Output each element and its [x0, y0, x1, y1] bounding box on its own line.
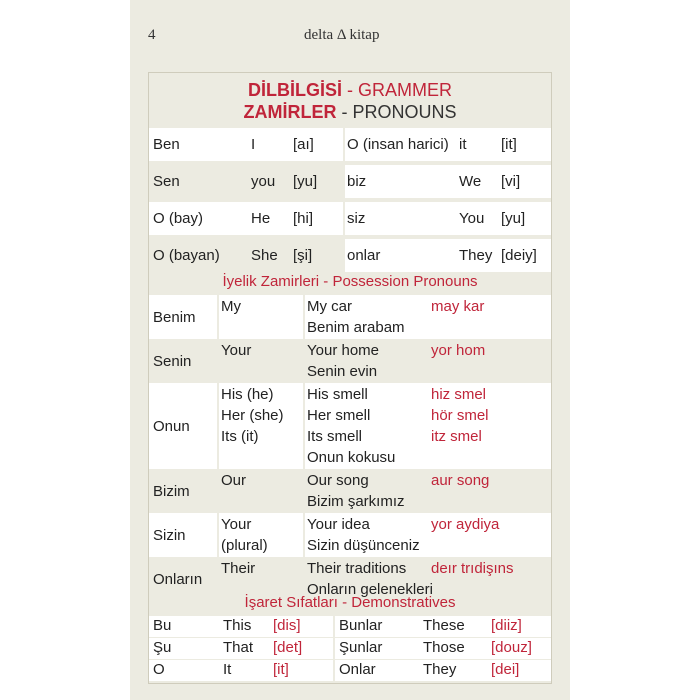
- possession-en-line: Your: [221, 342, 252, 359]
- pronoun-pron: [hi]: [293, 210, 314, 227]
- demonstrative-row: [149, 659, 551, 681]
- example-pronunciation: aur song: [431, 472, 490, 489]
- pronoun-en: you: [251, 173, 276, 190]
- example-text: Onların gelenekleri: [307, 581, 433, 598]
- example-line: [307, 340, 551, 361]
- pronoun-en: I: [251, 136, 256, 153]
- pronoun-tr2: biz: [347, 173, 367, 190]
- example-pronunciation: yor aydiya: [431, 516, 500, 533]
- possession-row: [149, 513, 551, 557]
- demonstrative-tr2: Onlar: [339, 661, 376, 678]
- book-page: [130, 0, 570, 700]
- pronoun-cell-right: [345, 239, 551, 272]
- demonstratives-table: [149, 615, 551, 681]
- possession-examples: [305, 383, 551, 469]
- example-line: [307, 535, 551, 556]
- demonstrative-pron2: [douz]: [491, 639, 532, 656]
- example-line: [307, 361, 551, 382]
- example-line: [307, 384, 551, 405]
- pronoun-row: [149, 125, 551, 162]
- pronoun-pron2: [it]: [501, 136, 517, 153]
- possession-en: [219, 383, 303, 469]
- pronoun-cell-left: [149, 165, 343, 198]
- example-line: [307, 317, 551, 338]
- demonstrative-pron: [dis]: [273, 617, 301, 634]
- pronoun-tr2: O (insan harici): [347, 136, 449, 153]
- possession-row: [149, 383, 551, 469]
- demonstrative-cell-left: [149, 660, 333, 681]
- pronoun-tr: O (bay): [153, 210, 204, 227]
- example-text: Bizim şarkımız: [307, 493, 405, 510]
- pronoun-pron2: [vi]: [501, 173, 521, 190]
- demonstratives-title: İşaret Sıfatları - Demonstratives: [244, 594, 456, 611]
- title-line1-en: GRAMMER: [358, 80, 452, 100]
- pronoun-pron: [yu]: [293, 173, 318, 190]
- possession-examples: [305, 469, 551, 513]
- example-text: Senin evin: [307, 363, 378, 380]
- example-text: My car: [307, 298, 352, 315]
- example-text: Its smell: [307, 428, 363, 445]
- possession-tr: Sizin: [149, 513, 217, 557]
- example-text: Her smell: [307, 407, 371, 424]
- possession-examples: [305, 513, 551, 557]
- possession-row: [149, 469, 551, 513]
- page-header: [130, 24, 570, 48]
- example-text: Their traditions: [307, 560, 407, 577]
- example-pronunciation: hiz smel: [431, 386, 487, 403]
- title-line1-tr: DİLBİLGİSİ: [248, 80, 342, 100]
- possession-tr: Bizim: [149, 469, 217, 513]
- example-line: [307, 405, 551, 426]
- demonstrative-en2: Those: [423, 639, 465, 656]
- pronoun-en2: They: [459, 247, 493, 264]
- example-line: [307, 426, 551, 447]
- pronoun-pron2: [deiy]: [501, 247, 537, 264]
- pronoun-tr2: siz: [347, 210, 366, 227]
- possession-en: [219, 295, 303, 339]
- possession-en-line: Their: [221, 560, 256, 577]
- possession-en-line: My: [221, 298, 241, 315]
- example-text: Your idea: [307, 516, 370, 533]
- pronoun-cell-right: [345, 128, 551, 161]
- example-line: [307, 470, 551, 491]
- possession-tr: Onların: [149, 557, 217, 601]
- possession-row: [149, 339, 551, 383]
- example-text: Benim arabam: [307, 319, 405, 336]
- grammar-card: [148, 72, 552, 684]
- possession-en: [219, 339, 303, 383]
- example-text: Your home: [307, 342, 379, 359]
- demonstrative-pron2: [dei]: [491, 661, 520, 678]
- pronoun-cell-left: [149, 239, 343, 272]
- example-pronunciation: hör smel: [431, 407, 489, 424]
- page-number: 4: [148, 27, 156, 43]
- example-pronunciation: itz smel: [431, 428, 482, 445]
- demonstrative-tr: O: [153, 661, 165, 678]
- pronoun-en: He: [251, 210, 271, 227]
- demonstrative-en: It: [223, 661, 232, 678]
- example-pronunciation: yor hom: [431, 342, 486, 359]
- demonstrative-en: This: [223, 617, 252, 634]
- pronoun-pron: [şi]: [293, 247, 313, 264]
- pronoun-pron2: [yu]: [501, 210, 526, 227]
- demonstrative-pron: [it]: [273, 661, 289, 678]
- possession-examples: [305, 295, 551, 339]
- demonstrative-tr: Şu: [153, 639, 172, 656]
- pronoun-tr: O (bayan): [153, 247, 220, 264]
- title-line2-en: PRONOUNS: [352, 102, 457, 122]
- pronoun-table: [149, 125, 551, 273]
- pronoun-row: [149, 162, 551, 199]
- possession-en-line: (plural): [221, 537, 268, 554]
- example-line: [307, 296, 551, 317]
- pronoun-en2: You: [459, 210, 485, 227]
- pronoun-pron: [aı]: [293, 136, 314, 153]
- pronoun-cell-right: [345, 165, 551, 198]
- demonstrative-pron2: [diiz]: [491, 617, 522, 634]
- example-pronunciation: may kar: [431, 298, 485, 315]
- possession-en-line: Your: [221, 516, 252, 533]
- example-line: [307, 447, 551, 468]
- pronoun-tr: Ben: [153, 136, 180, 153]
- publisher-name: delta Δ kitap: [304, 27, 380, 43]
- possession-en-line: Its (it): [221, 428, 259, 445]
- example-line: [307, 558, 551, 579]
- example-line: [307, 491, 551, 512]
- example-text: Onun kokusu: [307, 449, 396, 466]
- pronoun-row: [149, 199, 551, 236]
- possession-en: [219, 513, 303, 557]
- example-text: His smell: [307, 386, 368, 403]
- title-line2-tr: ZAMİRLER: [243, 102, 337, 122]
- pronoun-cell-right: [345, 202, 551, 235]
- pronoun-cell-left: [149, 128, 343, 161]
- possession-en: [219, 469, 303, 513]
- pronoun-en2: it: [459, 136, 467, 153]
- possession-en-line: Our: [221, 472, 247, 489]
- example-line: [307, 514, 551, 535]
- demonstrative-pron: [det]: [273, 639, 303, 656]
- demonstrative-en: That: [223, 639, 254, 656]
- pronoun-tr: Sen: [153, 173, 180, 190]
- possession-tr: Onun: [149, 383, 217, 469]
- demonstrative-tr: Bu: [153, 617, 172, 634]
- pronoun-row: [149, 236, 551, 273]
- pronoun-en2: We: [459, 173, 482, 190]
- possession-row: [149, 295, 551, 339]
- possession-en-line: His (he): [221, 386, 274, 403]
- pronoun-en: She: [251, 247, 278, 264]
- example-text: Our song: [307, 472, 369, 489]
- possession-en-line: Her (she): [221, 407, 284, 424]
- pronoun-cell-left: [149, 202, 343, 235]
- possession-tr: Senin: [149, 339, 217, 383]
- example-pronunciation: deır trıdişıns: [431, 560, 514, 577]
- card-title: DİLBİLGİSİ - GRAMMER ZAMİRLER - PRONOUNS: [243, 80, 457, 122]
- demonstrative-row: [149, 637, 551, 659]
- possession-examples: [305, 339, 551, 383]
- demonstrative-tr2: Şunlar: [339, 639, 383, 656]
- possession-title: İyelik Zamirleri - Possession Pronouns: [222, 273, 478, 290]
- demonstrative-en2: These: [423, 617, 465, 634]
- possession-tr: Benim: [149, 295, 217, 339]
- demonstrative-en2: They: [423, 661, 457, 678]
- example-text: Sizin düşünceniz: [307, 537, 420, 554]
- demonstrative-row: [149, 615, 551, 637]
- pronoun-tr2: onlar: [347, 247, 381, 264]
- demonstrative-tr2: Bunlar: [339, 617, 383, 634]
